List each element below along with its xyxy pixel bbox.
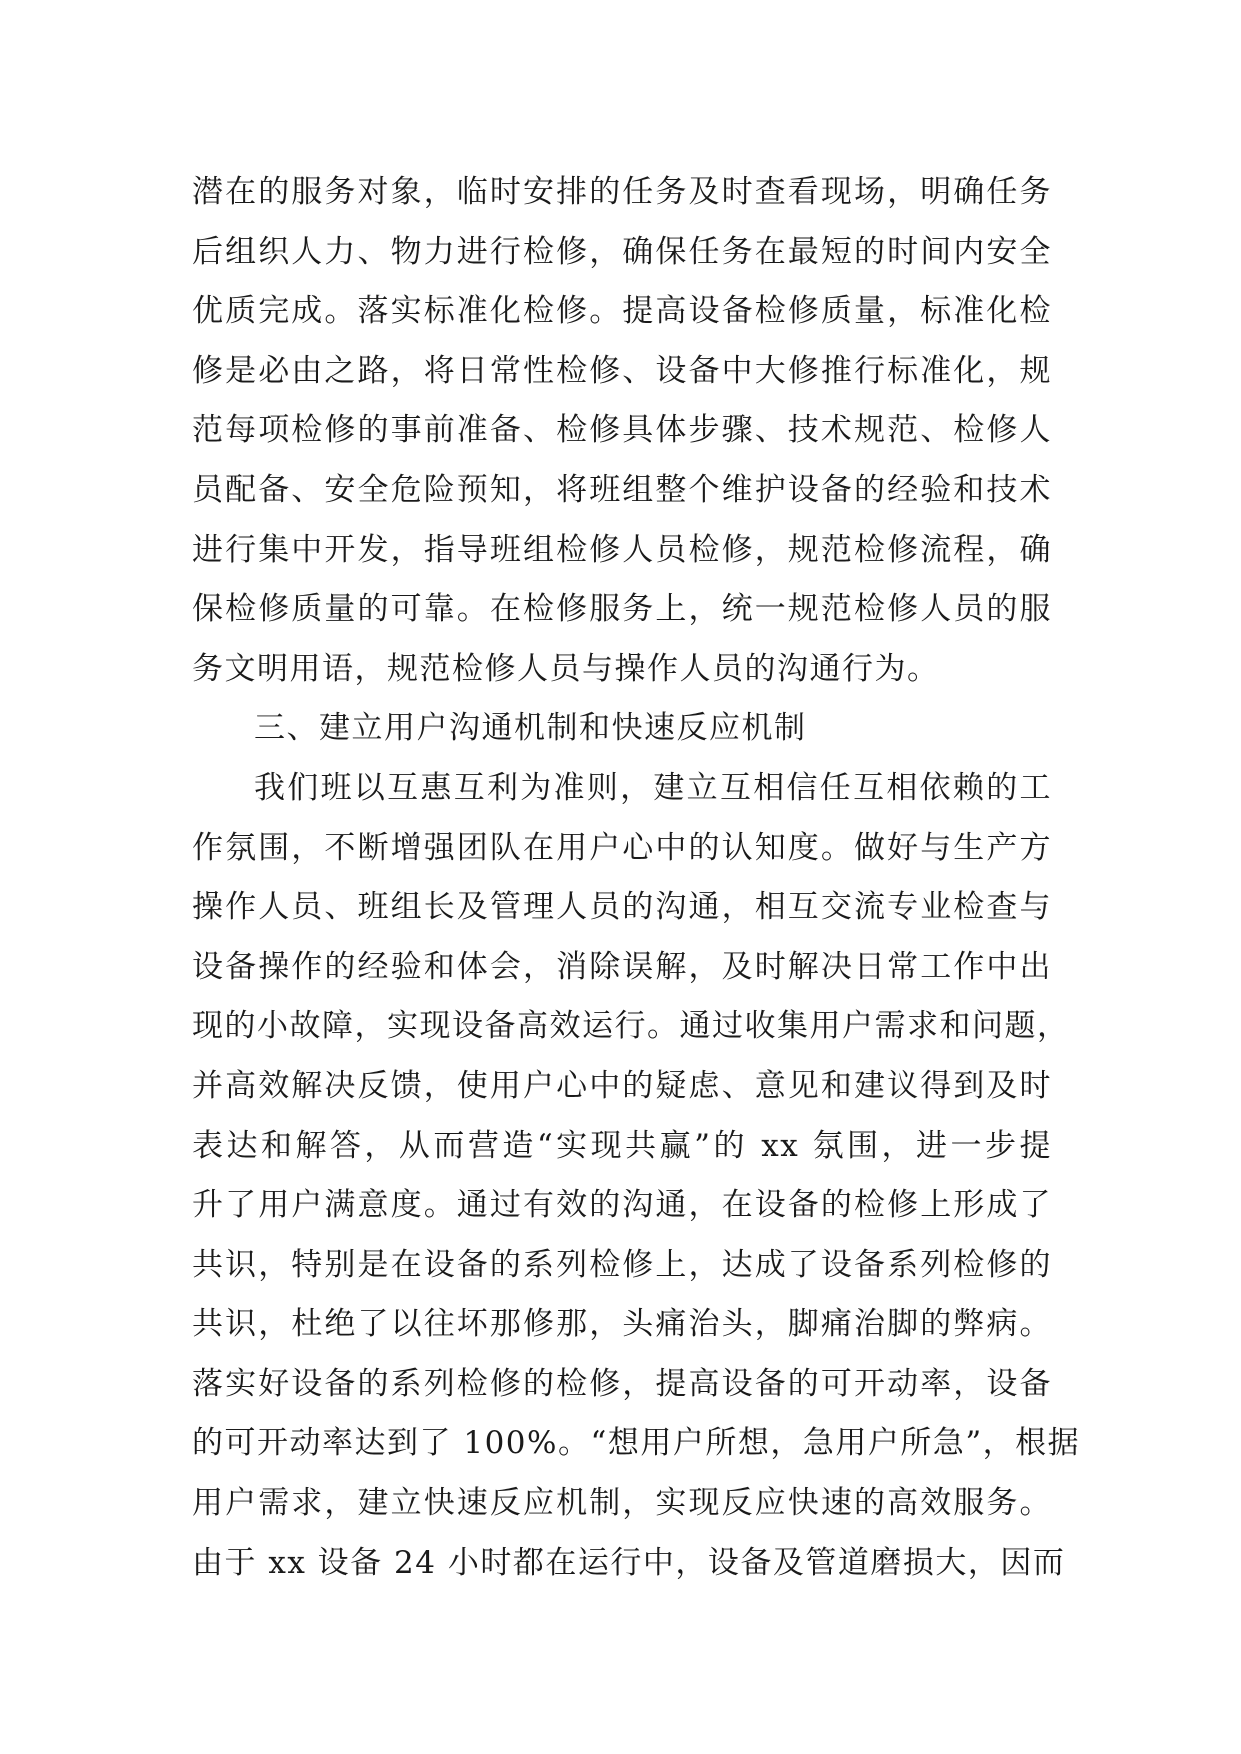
text-line: 并高效解决反馈，使用户心中的疑虑、意见和建议得到及时: [192, 1067, 1052, 1104]
text-line: 修是必由之路，将日常性检修、设备中大修推行标准化，规: [192, 352, 1052, 389]
text-line: 表达和解答，从而营造“实现共赢”的 xx 氛围，进一步提: [192, 1127, 1052, 1164]
text-line: 的可开动率达到了 100%。“想用户所想，急用户所急”，根据: [192, 1425, 1081, 1462]
text-line: 操作人员、班组长及管理人员的沟通，相互交流专业检查与: [192, 889, 1052, 926]
text-line: 潜在的服务对象，临时安排的任务及时查看现场，明确任务: [192, 174, 1052, 210]
body-text: [192, 163, 1081, 1593]
text-line: 进行集中开发，指导班组检修人员检修，规范检修流程，确: [192, 531, 1052, 568]
text-line: 设备操作的经验和体会，消除误解，及时解决日常工作中出: [192, 948, 1052, 985]
text-line: 用户需求，建立快速反应机制，实现反应快速的高效服务。: [192, 1485, 1052, 1522]
text-line: 共识，特别是在设备的系列检修上，达成了设备系列检修的: [192, 1246, 1052, 1283]
text-line: 务文明用语，规范检修人员与操作人员的沟通行为。: [192, 650, 940, 687]
text-line: 共识，杜绝了以往坏那修那，头痛治头，脚痛治脚的弊病。: [192, 1306, 1052, 1343]
text-line: 升了用户满意度。通过有效的沟通，在设备的检修上形成了: [192, 1187, 1052, 1224]
text-line: 后组织人力、物力进行检修，确保任务在最短的时间内安全: [192, 233, 1052, 270]
text-line: 保检修质量的可靠。在检修服务上，统一规范检修人员的服: [192, 591, 1052, 628]
text-line: 优质完成。落实标准化检修。提高设备检修质量，标准化检: [192, 293, 1052, 330]
section-heading: 三、建立用户沟通机制和快速反应机制: [254, 710, 807, 747]
text-line: 落实好设备的系列检修的检修，提高设备的可开动率，设备: [192, 1365, 1052, 1402]
text-line: 现的小故障，实现设备高效运行。通过收集用户需求和问题，: [192, 1008, 1070, 1045]
text-line: 由于 xx 设备 24 小时都在运行中，设备及管道磨损大，因而: [192, 1544, 1066, 1581]
paragraph-first-line: 我们班以互惠互利为准则，建立互相信任互相依赖的工: [254, 769, 1052, 806]
text-line: 员配备、安全危险预知，将班组整个维护设备的经验和技术: [192, 471, 1052, 508]
text-line: 作氛围，不断增强团队在用户心中的认知度。做好与生产方: [192, 829, 1052, 866]
text-line: 范每项检修的事前准备、检修具体步骤、技术规范、检修人: [192, 412, 1052, 449]
